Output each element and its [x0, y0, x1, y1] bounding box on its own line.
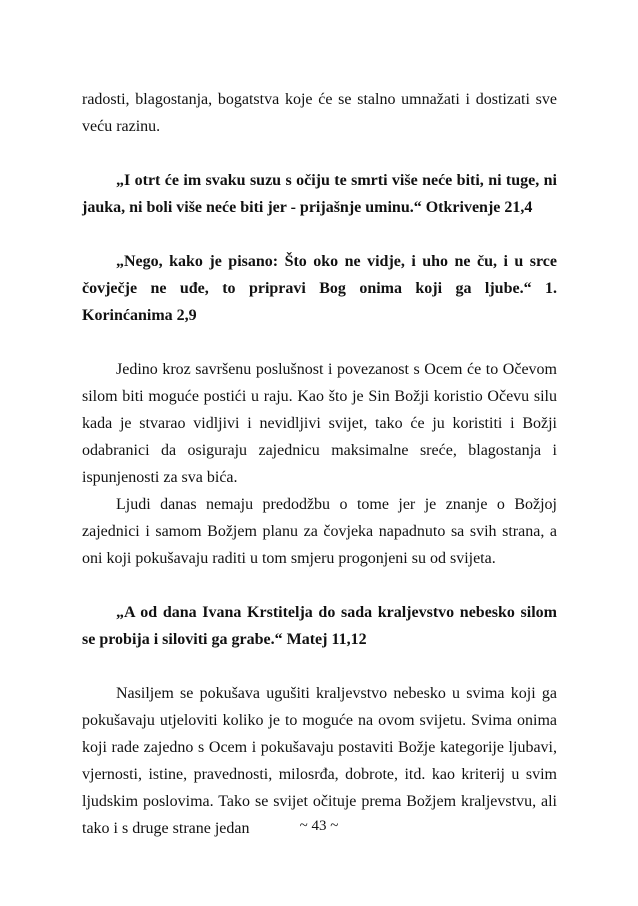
scripture-quote-matthew: „A od dana Ivana Krstitelja do sada kraljevstvo nebesko silom se probija i siloviti ga grabe.“ Matej 11,12	[82, 604, 557, 648]
page-body	[82, 86, 557, 842]
scripture-quote-corinthians: „Nego, kako je pisano: Što oko ne vidje, i uho ne ču, i u srce čovječje ne uđe, to pripravi Bog onima koji ga ljube.“ 1. Korinćanima 2,9	[82, 253, 557, 324]
paragraph-continuation: radosti, blagostanja, bogatstva koje će se stalno umnažati i dostizati sve veću razinu.	[82, 91, 557, 135]
spacer	[82, 140, 557, 167]
paragraph-violence: Nasiljem se pokušava ugušiti kraljevstvo nebesko u svima koji ga pokušavaju utjeloviti koliko je to moguće na ovom svijetu. Svima onima koji rade zajedno s Ocem i pokušavaju postaviti Božje kategorije ljubavi, vjernosti, istine, pravednosti, milosrđa, dobrote, itd. kao kriterij u svim ljudskim poslovima. Tako se svijet očituje prema Božjem kraljevstvu, ali tako i s druge strane jedan	[82, 685, 557, 837]
spacer	[82, 221, 557, 248]
spacer	[82, 653, 557, 680]
scripture-quote-revelation: „I otrt će im svaku suzu s očiju te smrti više neće biti, ni tuge, ni jauka, ni boli više neće biti jer - prijašnje uminu.“ Otkrivenje 21,4	[82, 172, 557, 216]
paragraph-obedience: Jedino kroz savršenu poslušnost i povezanost s Ocem će to Očevom silom biti moguće postići u raju. Kao što je Sin Božji koristio Očevu silu kada je stvarao vidljivi i nevidljivi svijet, tako će ju koristiti i Božji odabranici da osiguraju zajednicu maksimalne sreće, blagostanja i ispunjenosti za sva bića.	[82, 361, 557, 486]
spacer	[82, 329, 557, 356]
paragraph-people-today: Ljudi danas nemaju predodžbu o tome jer je znanje o Božjoj zajednici i samom Božjem planu za čovjeka napadnuto sa svih strana, a oni koji pokušavaju raditi u tom smjeru progonjeni su od svijeta.	[82, 496, 557, 567]
spacer	[82, 572, 557, 599]
page-number: ~ 43 ~	[299, 818, 339, 834]
